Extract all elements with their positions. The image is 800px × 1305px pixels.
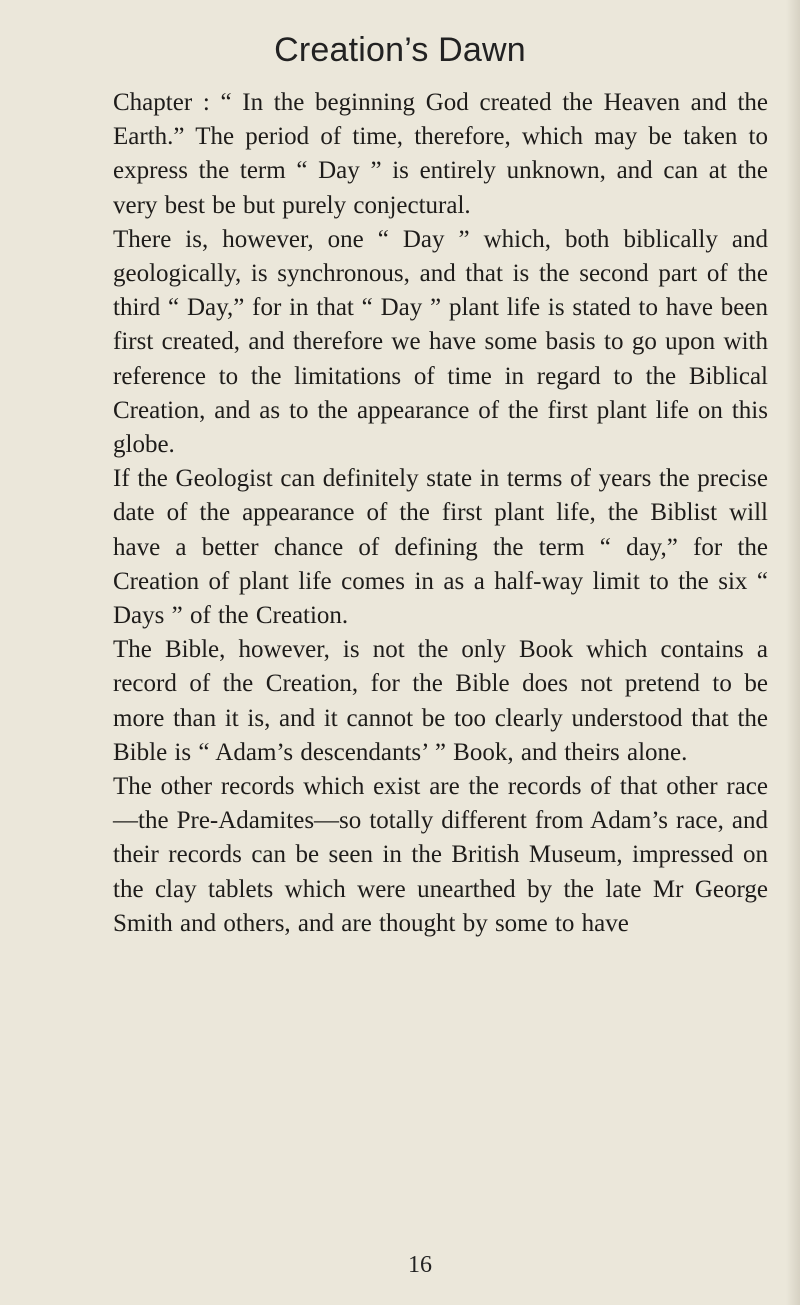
paragraph: If the Geologist can definitely state in terms of years the precise date of the appearance of the first plant life, the Biblist will have a better chance of defining the term “ day,” for the Creation of plant life comes in as a half-way limit to the six “ Days ” of the Creation. [113, 465, 768, 630]
paragraph: The other records which exist are the records of that other race—the Pre-Adamites—so totally different from Adam’s race, and their records can be seen in the British Museum, impressed on the clay tablets which were unearthed by the late Mr George Smith and others, and are thought by some to have [113, 773, 768, 937]
paragraph: There is, however, one “ Day ” which, both biblically and geologically, is synchronous, and that is the second part of the third “ Day,” for in that “ Day ” plant life is stated to have been first created, and therefore we have some basis to go upon with reference to the limitations of time in regard to the Biblical Creation, and as to the appearance of the first plant life on this globe. [113, 225, 768, 459]
page-number: 16 [408, 1252, 432, 1278]
running-head: Creation’s Dawn [274, 31, 526, 69]
body-text [113, 86, 768, 941]
page-edge-shadow [786, 0, 800, 1305]
paragraph: Chapter : “ In the beginning God created the Heaven and the Earth.” The period of time, therefore, which may be taken to express the term “ Day ” is entirely unknown, and can at the very best be but purely conjectural. [113, 89, 768, 219]
paragraph: The Bible, however, is not the only Book which contains a record of the Creation, for the Bible does not pretend to be more than it is, and it cannot be too clearly understood that the Bible is “ Adam’s descendants’ ” Book, and theirs alone. [113, 636, 768, 766]
